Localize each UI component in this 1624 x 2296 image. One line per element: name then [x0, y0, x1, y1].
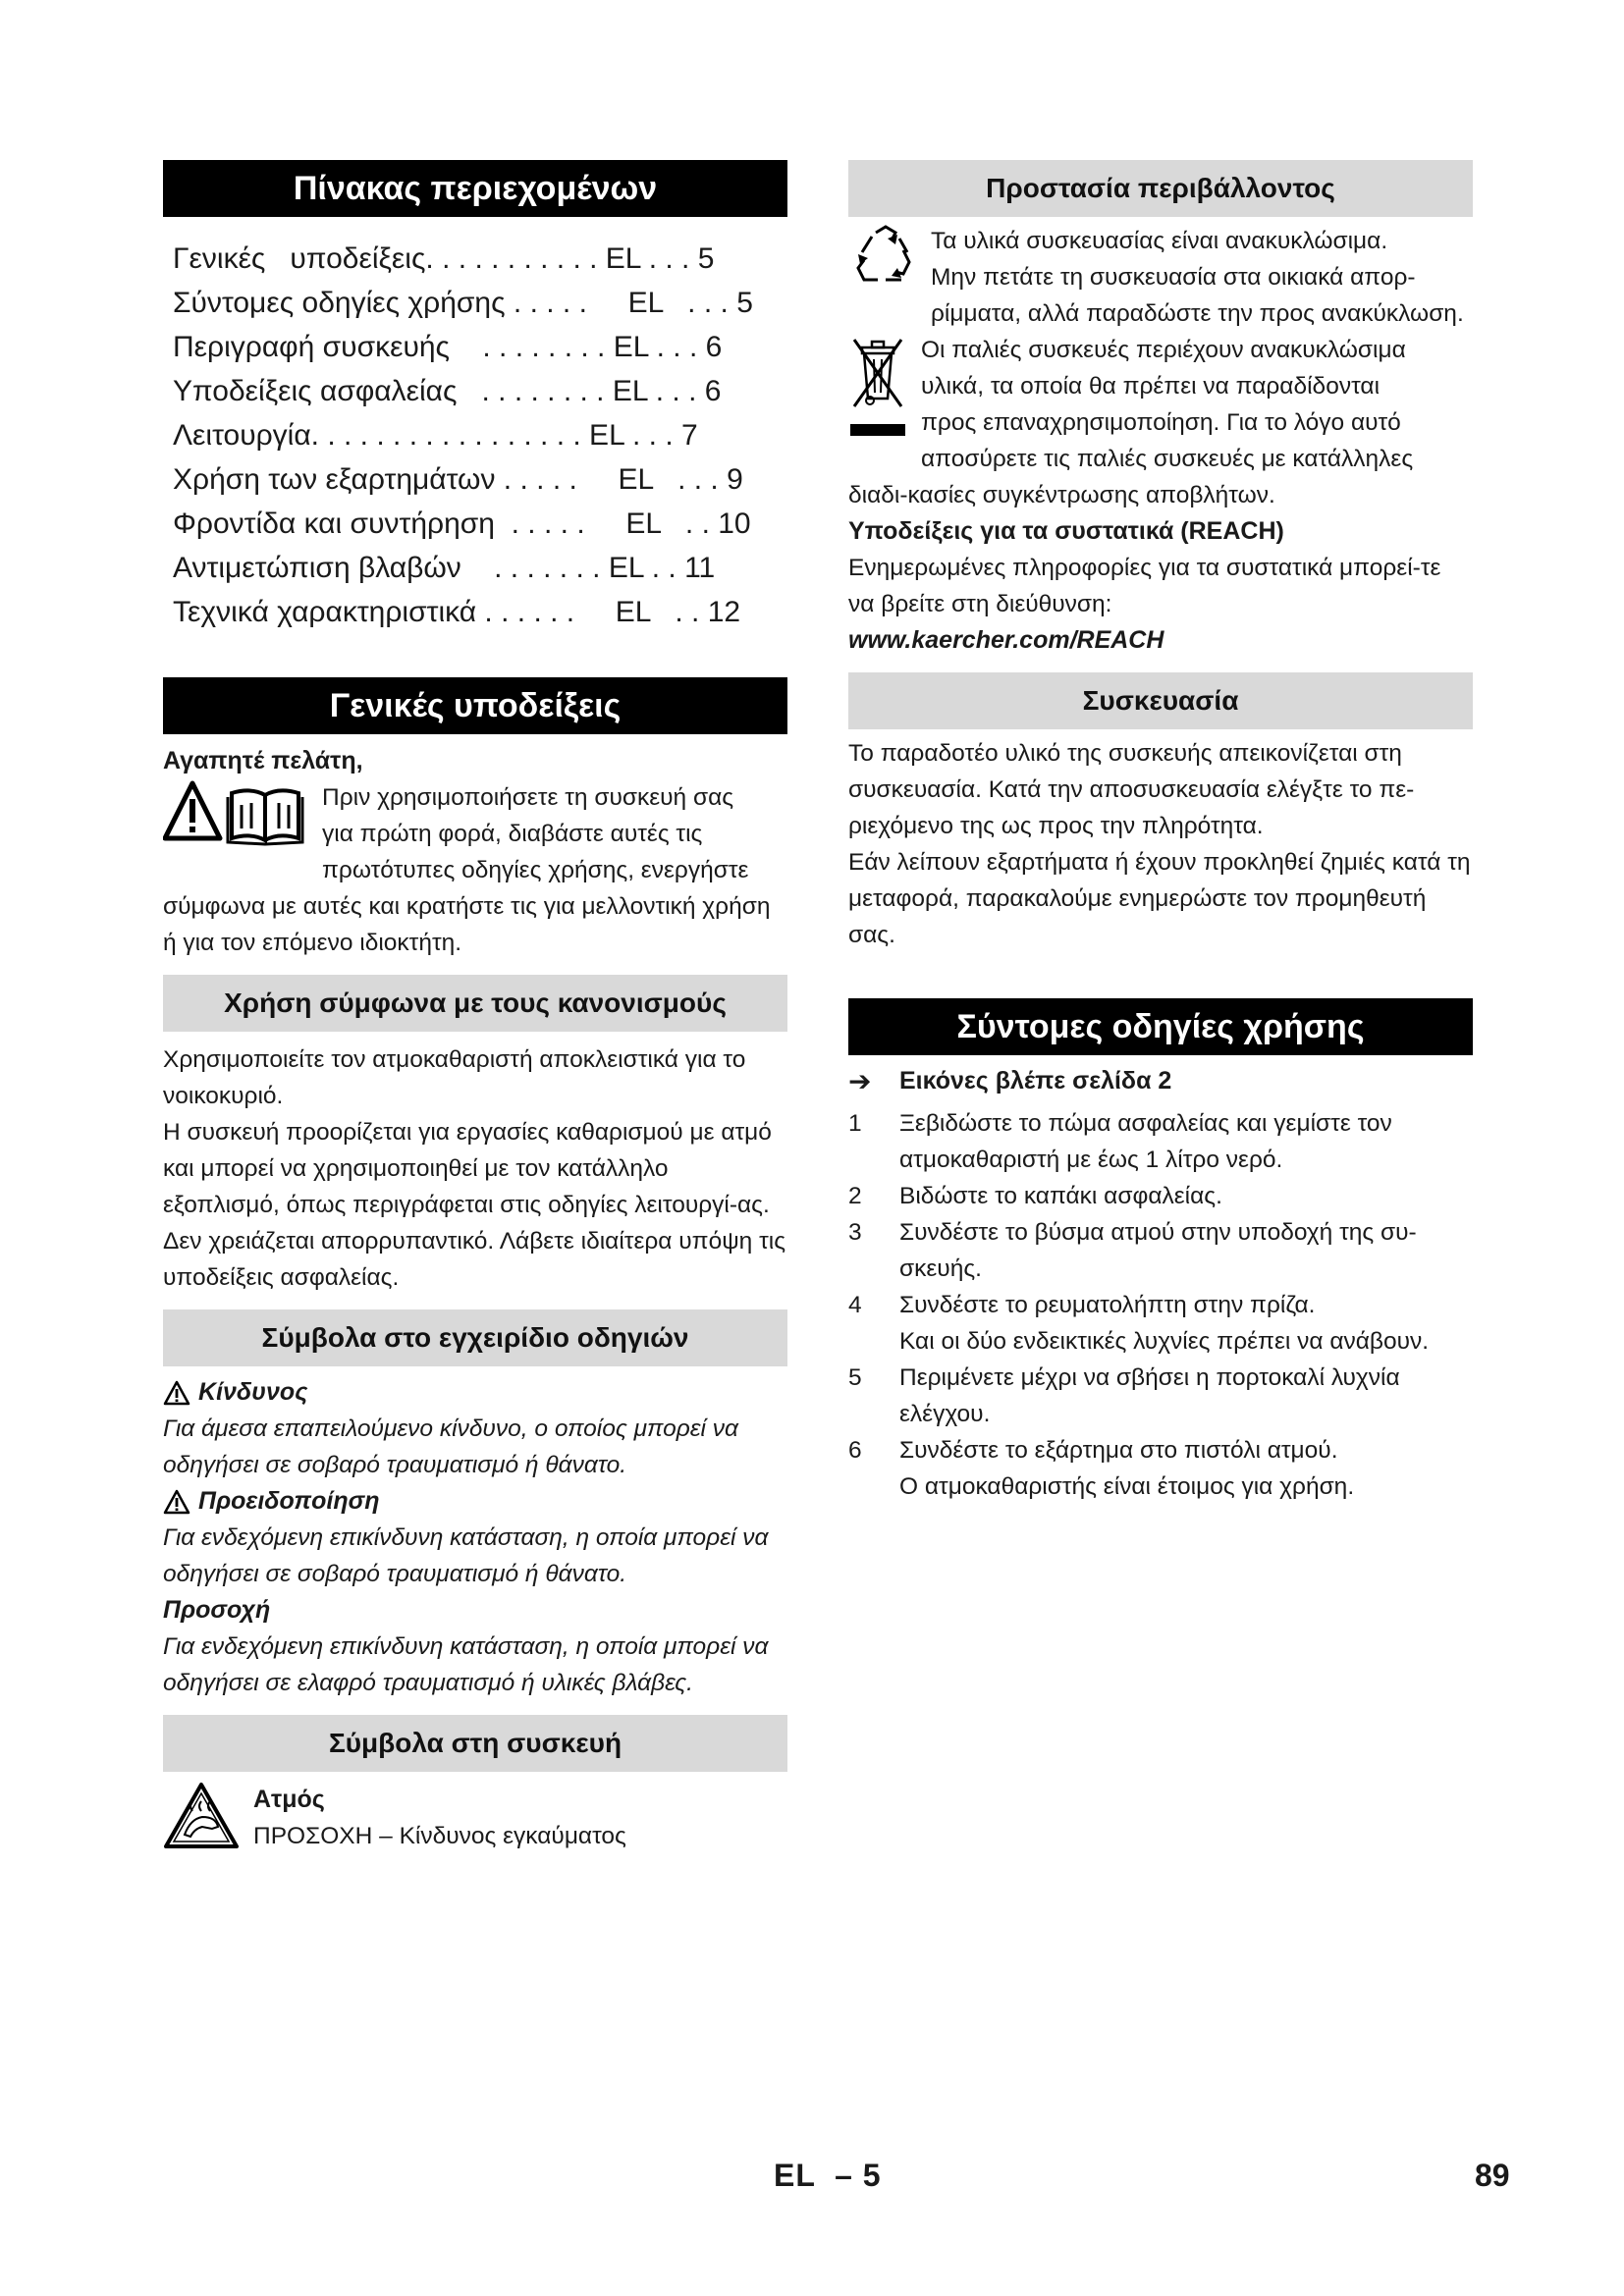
quick-guide-heading: Σύντομες οδηγίες χρήσης — [848, 998, 1473, 1055]
step-number: 4 — [848, 1292, 862, 1318]
caution-label: Προσοχή — [163, 1596, 271, 1624]
reach-text: Ενημερωμένες πληροφορίες για τα συστατικά μπορεί-τε να βρείτε στη διεύθυνση: — [848, 555, 1441, 617]
weee-text: αποσύρετε τις παλιές συσκευές με κατάλληλες διαδι-κασίες συγκέντρωσης αποβλήτων. — [848, 446, 1414, 508]
paragraph: Η συσκευή προορίζεται για εργασίες καθαρισμού με ατμό και μπορεί να χρησιμοποιηθεί με τον κατάλληλο εξοπλισμό, όπως περιγράφεται στις οδηγίες λειτουργί-ας. Δεν χρειάζεται απορρυπαντικό. Λάβετε ιδιαίτερα υπόψη τις υποδείξεις ασφαλείας. — [163, 1119, 786, 1291]
figures-note: Εικόνες βλέπε σελίδα 2 — [899, 1067, 1172, 1095]
recycling-icon — [852, 223, 917, 298]
weee-line: προς επαναχρησιμοποίηση. Για το λόγο αυτό — [921, 409, 1401, 436]
toc-row[interactable]: Τεχνικά χαρακτηριστικά . . . . . . EL . . 12 — [173, 596, 741, 628]
intro-line: για πρώτη φορά, διαβάστε αυτές τις — [322, 821, 703, 847]
warning-triangle-icon — [163, 1489, 190, 1515]
greeting: Αγαπητέ πελάτη, — [163, 747, 363, 774]
paragraph: Χρησιμοποιείτε τον ατμοκαθαριστή αποκλειστικά για το νοικοκυριό. — [163, 1046, 746, 1109]
read-manual-icon — [163, 779, 310, 857]
list-item — [848, 1432, 1473, 1505]
manual-symbols-list — [163, 1374, 787, 1701]
steam-title: Ατμός — [253, 1786, 325, 1813]
section-page-label: EL – 5 — [774, 2158, 882, 2193]
step-text: Περιμένετε μέχρι να σβήσει η πορτοκαλί λυχνία ελέγχου. — [899, 1364, 1400, 1427]
warning-title: Προειδοποίηση — [198, 1487, 380, 1515]
recycle-block — [848, 223, 1473, 332]
recycle-line: Μην πετάτε τη συσκευασία στα οικιακά απορ- — [931, 264, 1416, 291]
list-item — [848, 1214, 1473, 1287]
left-column — [163, 160, 787, 1861]
caution-text: Για ενδεχόμενη επικίνδυνη κατάσταση, η οποία μπορεί να οδηγήσει σε ελαφρό τραυματισμό ή υλικές βλάβες. — [163, 1633, 769, 1696]
warning-triangle-icon — [163, 1380, 190, 1406]
danger-label — [163, 1374, 787, 1411]
recycle-text: ρίμματα, αλλά παραδώστε την προς ανακύκλωση. — [931, 300, 1464, 327]
steam-symbol — [163, 1782, 787, 1861]
toc-row[interactable]: Γενικές υποδείξεις. . . . . . . . . . . EL . . . 5 — [173, 242, 715, 275]
step-number: 6 — [848, 1437, 862, 1464]
right-column — [848, 160, 1473, 1505]
step-text: Συνδέστε το εξάρτημα στο πιστόλι ατμού. — [899, 1437, 1338, 1464]
page-number: 89 — [1475, 2158, 1510, 2193]
intended-use-text — [163, 1041, 787, 1296]
step-number: 2 — [848, 1183, 862, 1209]
toc-row[interactable]: Αντιμετώπιση βλαβών . . . . . . . EL . . 11 — [173, 552, 716, 584]
step-text: Συνδέστε το ρευματολήπτη στην πρίζα. — [899, 1292, 1316, 1318]
list-item — [848, 1287, 1473, 1360]
intro-line: Πριν χρησιμοποιήσετε τη συσκευή σας — [322, 784, 734, 811]
list-item — [848, 1105, 1473, 1178]
device-symbols-heading: Σύμβολα στη συσκευή — [163, 1715, 787, 1772]
toc-heading: Πίνακας περιεχομένων — [163, 160, 787, 217]
reach-block — [848, 513, 1473, 659]
toc-row[interactable]: Υποδείξεις ασφαλείας . . . . . . . . EL . . . 6 — [173, 375, 722, 407]
toc-row[interactable]: Σύντομες οδηγίες χρήσης . . . . . EL . . . 5 — [173, 287, 753, 319]
step-number: 5 — [848, 1364, 862, 1391]
warning-label — [163, 1483, 787, 1520]
general-heading: Γενικές υποδείξεις — [163, 677, 787, 734]
step-text: Ξεβιδώστε το πώμα ασφαλείας και γεμίστε τον ατμοκαθαριστή με έως 1 λίτρο νερό. — [899, 1110, 1392, 1173]
recycle-line: Τα υλικά συσκευασίας είναι ανακυκλώσιμα. — [931, 228, 1388, 254]
danger-title: Κίνδυνος — [198, 1378, 308, 1406]
figures-reference — [848, 1063, 1473, 1099]
table-of-contents — [173, 237, 787, 634]
packaging-text — [848, 735, 1473, 953]
toc-row[interactable]: Περιγραφή συσκευής . . . . . . . . EL . . . 6 — [173, 331, 723, 363]
warning-text: Για ενδεχόμενη επικίνδυνη κατάσταση, η οποία μπορεί να οδηγήσει σε σοβαρό τραυματισμό ή θάνατο. — [163, 1524, 769, 1587]
list-item — [848, 1178, 1473, 1214]
toc-row[interactable]: Φροντίδα και συντήρηση . . . . . EL . . 10 — [173, 507, 751, 540]
intro-text: πρωτότυπες οδηγίες χρήσης, ενεργήστε σύμφωνα με αυτές και κρατήστε τις για μελλοντική χρήση ή για τον επόμενο ιδιοκτήτη. — [163, 857, 771, 956]
intended-use-heading: Χρήση σύμφωνα με τους κανονισμούς — [163, 975, 787, 1032]
environment-heading: Προστασία περιβάλλοντος — [848, 160, 1473, 217]
step-text: Συνδέστε το βύσμα ατμού στην υποδοχή της συ-σκευής. — [899, 1219, 1417, 1282]
packaging-heading: Συσκευασία — [848, 672, 1473, 729]
step-result: Και οι δύο ενδεικτικές λυχνίες πρέπει να ανάβουν. — [899, 1328, 1430, 1355]
quick-steps — [848, 1105, 1473, 1505]
reach-title: Υποδείξεις για τα συστατικά (REACH) — [848, 517, 1284, 545]
danger-text: Για άμεσα επαπειλούμενο κίνδυνο, ο οποίος μπορεί να οδηγήσει σε σοβαρό τραυματισμό ή θάνατο. — [163, 1415, 738, 1478]
weee-block — [848, 332, 1473, 513]
paragraph: Εάν λείπουν εξαρτήματα ή έχουν προκληθεί ζημιές κατά τη μεταφορά, παρακαλούμε ενημερώστε τον προμηθευτή σας. — [848, 849, 1471, 948]
manual-symbols-heading: Σύμβολα στο εγχειρίδιο οδηγιών — [163, 1309, 787, 1366]
step-number: 1 — [848, 1110, 862, 1137]
toc-row[interactable]: Λειτουργία. . . . . . . . . . . . . . . . . EL . . . 7 — [173, 419, 698, 452]
toc-row[interactable]: Χρήση των εξαρτημάτων . . . . . EL . . . 9 — [173, 463, 743, 496]
step-result: Ο ατμοκαθαριστής είναι έτοιμος για χρήση. — [899, 1473, 1355, 1500]
weee-line: υλικά, τα οποία θα πρέπει να παραδίδονται — [921, 373, 1380, 400]
step-text: Βιδώστε το καπάκι ασφαλείας. — [899, 1183, 1222, 1209]
step-number: 3 — [848, 1219, 862, 1246]
arrow-right-icon: ➔ — [848, 1066, 872, 1096]
list-item — [848, 1360, 1473, 1432]
crossed-bin-icon — [848, 332, 907, 447]
weee-line: Οι παλιές συσκευές περιέχουν ανακυκλώσιμα — [921, 337, 1406, 363]
paragraph: Το παραδοτέο υλικό της συσκευής απεικονίζεται στη συσκευασία. Κατά την αποσυσκευασία ελέγξτε το πε-ριεχόμενο της ως προς την πληρότητα. — [848, 740, 1415, 839]
reach-url-link[interactable]: www.kaercher.com/REACH — [848, 626, 1164, 654]
general-intro — [163, 779, 787, 961]
hot-steam-icon — [163, 1782, 240, 1861]
steam-text: ΠΡΟΣΟΧΗ – Κίνδυνος εγκαύματος — [253, 1823, 626, 1849]
